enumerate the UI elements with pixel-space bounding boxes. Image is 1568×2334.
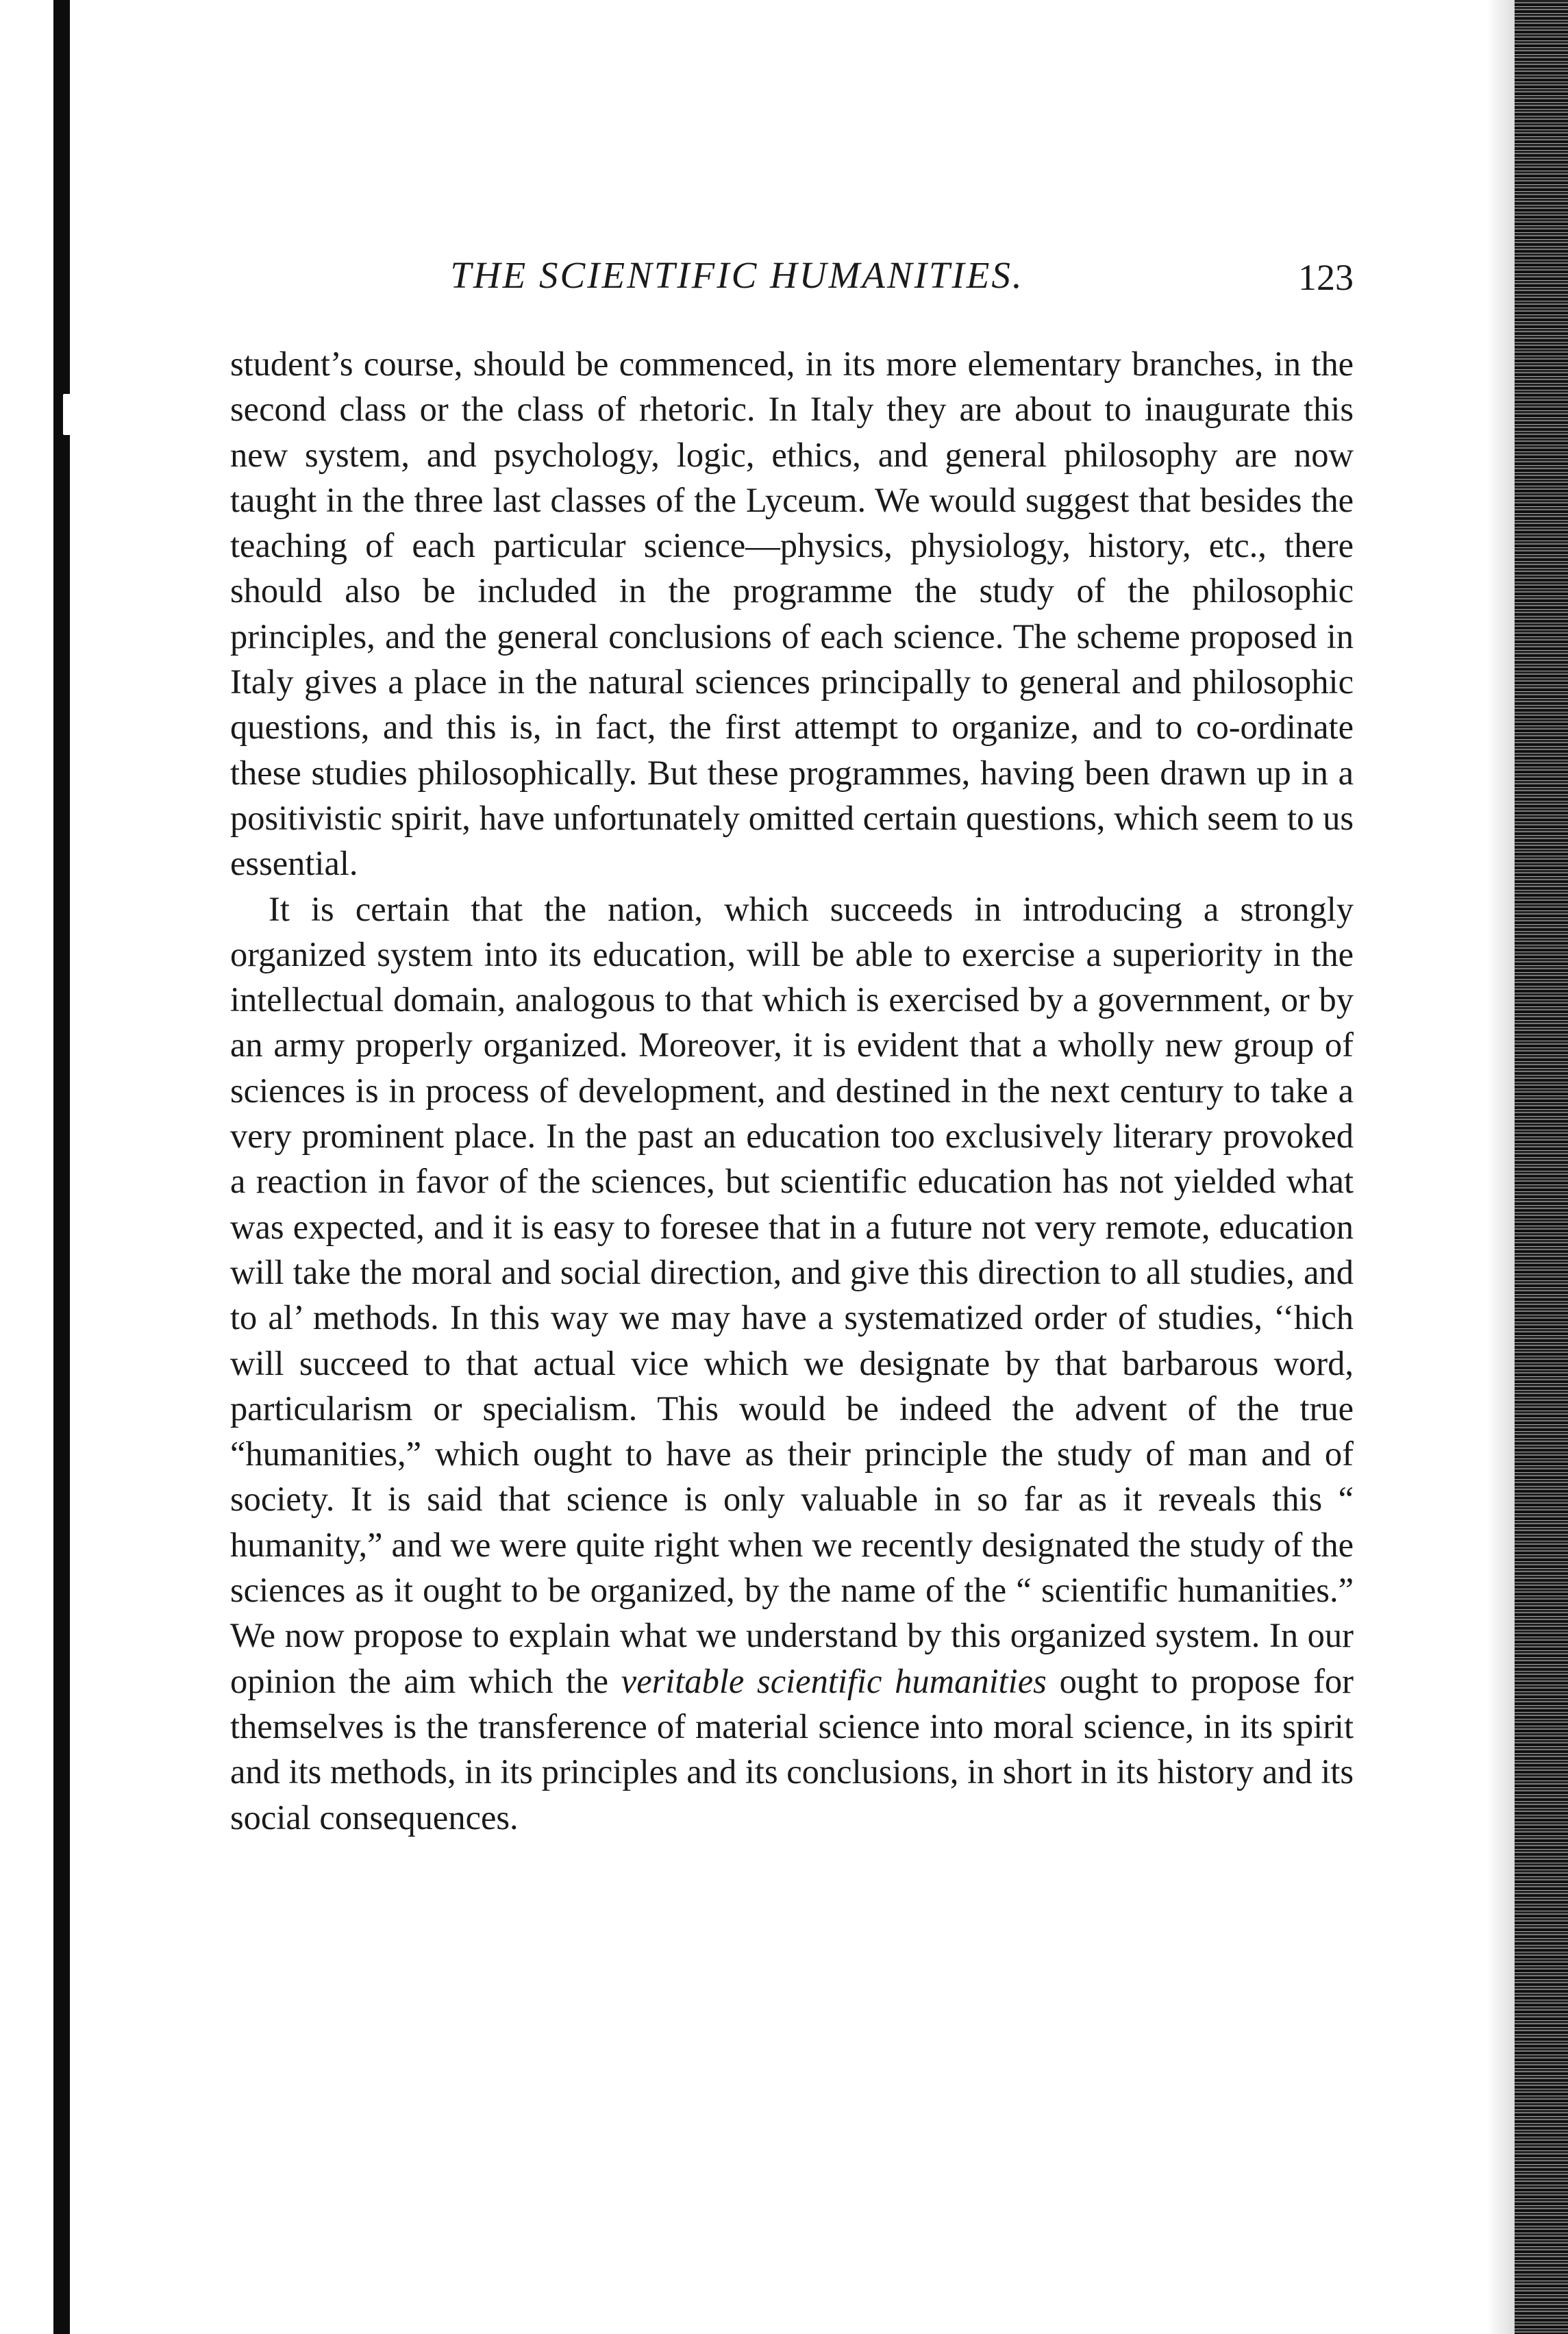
book-spine-shadow xyxy=(53,0,70,2334)
page-edge-scan-artifact xyxy=(1515,0,1568,2334)
spine-notch xyxy=(63,394,73,435)
page-edge-shade xyxy=(1487,0,1515,2334)
book-page xyxy=(230,253,1354,1840)
paragraph-1: student’s course, should be commenced, in its more elementary branches, in the second class or the class of rhetoric. In Italy they are about to inaugurate this new system, and psychology, logic, ethics, and general philosophy are now taught in the three last classes of the Lyceum. We would suggest that besides the teaching of each particular science—physics, physiology, history, etc., there should also be included in the programme the study of the philosophic principles, and the general conclusions of each science. The scheme proposed in Italy gives a place in the natural sciences principally to general and philosophic questions, and this is, in fact, the first attempt to organize, and to co-ordinate these studies philosophically. But these programmes, having been drawn up in a positivistic spirit, have unfortunately omitted certain questions, which seem to us essential. xyxy=(230,345,1354,883)
paragraph-2 xyxy=(230,886,1354,1840)
page-number: 123 xyxy=(1298,257,1354,298)
running-head xyxy=(230,253,1354,308)
body-text xyxy=(230,341,1354,1840)
running-title: THE SCIENTIFIC HUMANITIES. xyxy=(450,254,1024,296)
paragraph-2-italic-phrase: veritable scientific humanities xyxy=(621,1661,1047,1700)
paragraph-2-text-before: It is certain that the nation, which succeeds in introducing a strongly organized system into its education, will be able to exercise a superiority in the intellectual domain, analogous to that which is exercised by a government, or by an army properly organized. Moreover, it is evident that a wholly new group of sciences is in process of development, and destined in the next century to take a very prominent place. In the past an education too exclusively literary provoked a reaction in favor of the sciences, but scientific education has not yielded what was expected, and it is easy to foresee that in a future not very remote, education will take the moral and social direction, and give this direction to all studies, and to al’ methods. In this way we may have a systematized order of studies, ‘‘hich will succeed to that actual vice which we designate by that barbarous word, particularism or specialism. This would be indeed the advent of the true “humanities,” which ought to have as their principle the study of man and of society. It is said that science is only valuable in so far as it reveals this “ humanity,” and we were quite right when we recently designated the study of the sciences as it ought to be organized, by the name of the “ scientific humanities.” We now propose to explain what we understand by this organized system. In our opinion the aim which the xyxy=(230,889,1354,1700)
paragraph-2-text-after: ought to propose for themselves is the transference of material science into moral science, in its spirit and its methods, in its principles and its conclusions, in short in its history and its social consequences. xyxy=(230,1661,1354,1837)
